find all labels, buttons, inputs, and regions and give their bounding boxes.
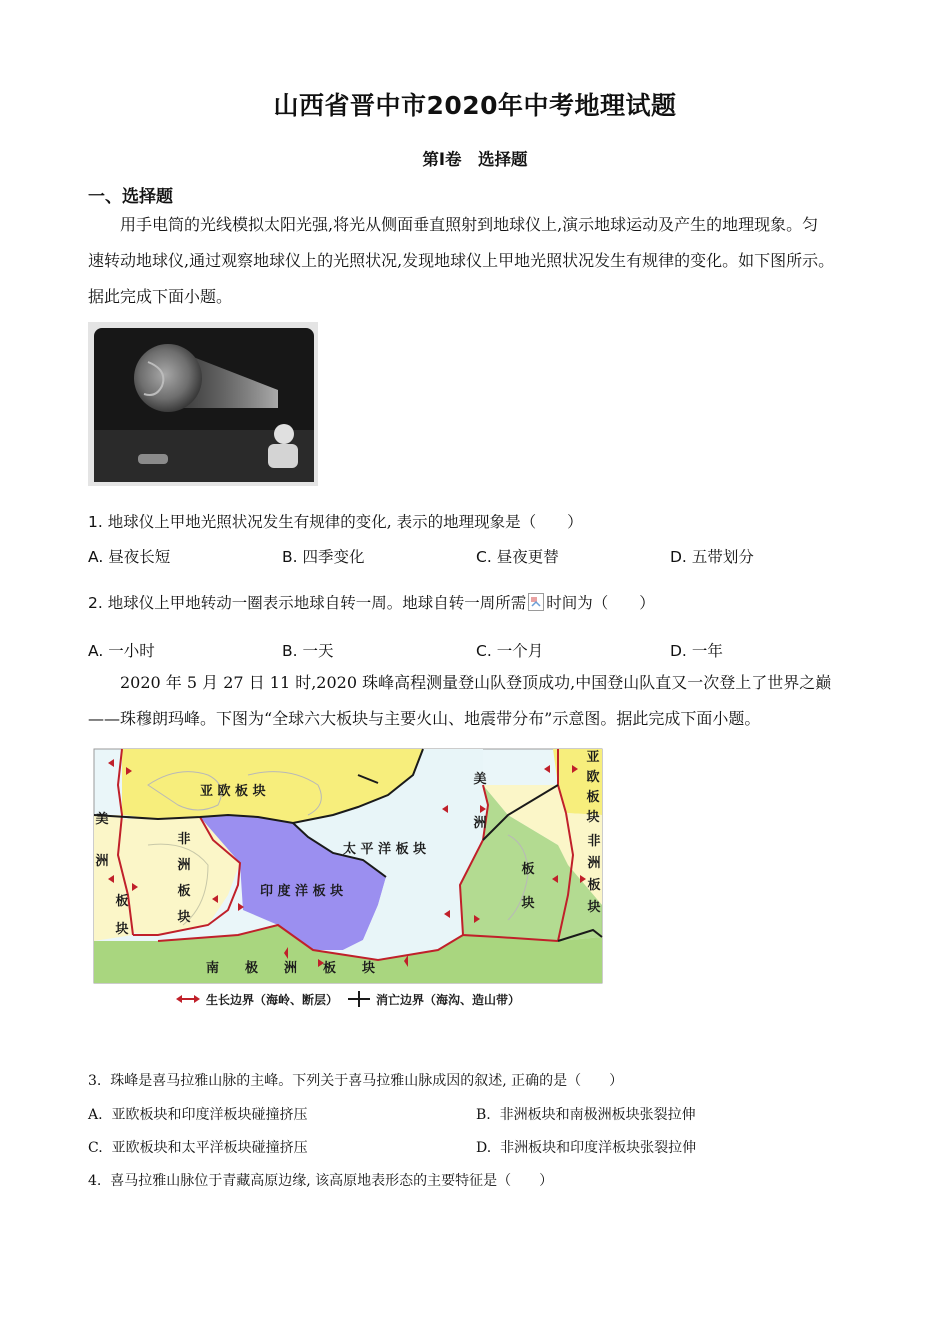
label-eurasia: 亚 欧 板 块 (200, 784, 266, 799)
q3-option-c[interactable]: C. 亚欧板块和太平洋板块碰撞挤压 (88, 1140, 308, 1156)
label-america-left-3: 板 (115, 894, 129, 909)
label-antarctic: 南 极 洲 板 块 (206, 961, 376, 976)
label-africa-2: 洲 (177, 858, 191, 873)
label-africa-right-2: 洲 (587, 856, 601, 871)
plate-tectonics-map (88, 745, 606, 1045)
label-america-left-2: 洲 (95, 854, 109, 869)
q3-option-a[interactable]: A. 亚欧板块和印度洋板块碰撞挤压 (88, 1107, 308, 1123)
globe-demo-photo (88, 322, 318, 486)
label-america-left-1: 美 (95, 812, 109, 827)
question-3: 3. 珠峰是喜马拉雅山脉的主峰。下列关于喜马拉雅山脉成因的叙述, 正确的是（ ） (88, 1073, 624, 1089)
section-heading: 一、选择题 (88, 187, 173, 207)
question-2-stem-a: 地球仪上甲地转动一圈表示地球自转一周。地球自转一周所需 (107, 594, 527, 612)
question-1-stem: 地球仪上甲地光照状况发生有规律的变化, 表示的地理现象是（ ） (107, 513, 583, 531)
page-title: 山西省晋中市2020年中考地理试题 (273, 91, 677, 120)
label-africa-right-3: 板 (587, 878, 601, 893)
legend-growth: 生长边界（海岭、断层） (206, 993, 339, 1007)
label-africa-right-1: 非 (587, 834, 601, 849)
label-america-right-3: 板 (521, 862, 535, 877)
label-america-right-2: 洲 (473, 816, 487, 831)
broken-image-icon (528, 593, 544, 611)
legend-subduction: 消亡边界（海沟、造山带） (376, 993, 521, 1007)
q2-option-c[interactable]: C. 一个月 (476, 642, 544, 660)
label-america-right-1: 美 (473, 772, 487, 787)
label-eurasia-right-3: 板 (586, 790, 600, 805)
intro2-paragraph (88, 665, 866, 737)
question-3-stem: 珠峰是喜马拉雅山脉的主峰。下列关于喜马拉雅山脉成因的叙述, 正确的是（ ） (110, 1073, 624, 1089)
label-africa-4: 块 (177, 910, 191, 925)
part-subtitle: 第Ⅰ卷 选择题 (422, 150, 528, 169)
label-eurasia-right-1: 亚 (586, 750, 600, 765)
label-africa-1: 非 (177, 832, 191, 847)
q3-option-d[interactable]: D. 非洲板块和印度洋板块张裂拉伸 (476, 1140, 697, 1156)
label-pacific: 太 平 洋 板 块 (343, 842, 427, 857)
q1-option-b[interactable]: B. 四季变化 (282, 548, 365, 566)
q1-option-c[interactable]: C. 昼夜更替 (476, 548, 559, 566)
intro2-line1: 2020 年 5 月 27 日 11 时,2020 珠峰高程测量登山队登顶成功,中国登山队直又一次登上了世界之巅 (120, 673, 832, 692)
intro1-line3: 据此完成下面小题。 (88, 287, 233, 306)
label-africa-3: 板 (177, 884, 191, 899)
q2-option-a[interactable]: A. 一小时 (88, 642, 155, 660)
q1-option-d[interactable]: D. 五带划分 (670, 548, 754, 566)
label-eurasia-right-2: 欧 (586, 770, 600, 785)
label-africa-right-4: 块 (587, 900, 601, 915)
intro1-paragraph (88, 207, 866, 315)
label-america-left-4: 块 (115, 922, 129, 937)
intro2-line2: ——珠穆朗玛峰。下图为“全球六大板块与主要火山、地震带分布”示意图。据此完成下面小题。 (88, 709, 761, 728)
question-4: 4. 喜马拉雅山脉位于青藏高原边缘, 该高原地表形态的主要特征是（ ） (88, 1173, 554, 1189)
label-indian: 印 度 洋 板 块 (260, 884, 344, 899)
q2-option-d[interactable]: D. 一年 (670, 642, 723, 660)
question-2: 2. 地球仪上甲地转动一圈表示地球自转一周。地球自转一周所需 时间为（ ） (88, 594, 655, 612)
label-eurasia-right-4: 块 (586, 810, 600, 825)
q1-option-a[interactable]: A. 昼夜长短 (88, 548, 171, 566)
question-4-stem: 喜马拉雅山脉位于青藏高原边缘, 该高原地表形态的主要特征是（ ） (110, 1173, 554, 1189)
question-1: 1. 地球仪上甲地光照状况发生有规律的变化, 表示的地理现象是（ ） (88, 513, 583, 531)
question-2-stem-b: 时间为（ ） (546, 594, 655, 612)
q2-option-b[interactable]: B. 一天 (282, 642, 334, 660)
intro1-line1: 用手电筒的光线模拟太阳光强,将光从侧面垂直照射到地球仪上,演示地球运动及产生的地理现象。匀 (120, 215, 819, 234)
intro1-line2: 速转动地球仪,通过观察地球仪上的光照状况,发现地球仪上甲地光照状况发生有规律的变化。如下图所示。 (88, 251, 835, 270)
label-america-right-4: 块 (521, 896, 535, 911)
q3-option-b[interactable]: B. 非洲板块和南极洲板块张裂拉伸 (476, 1107, 696, 1123)
